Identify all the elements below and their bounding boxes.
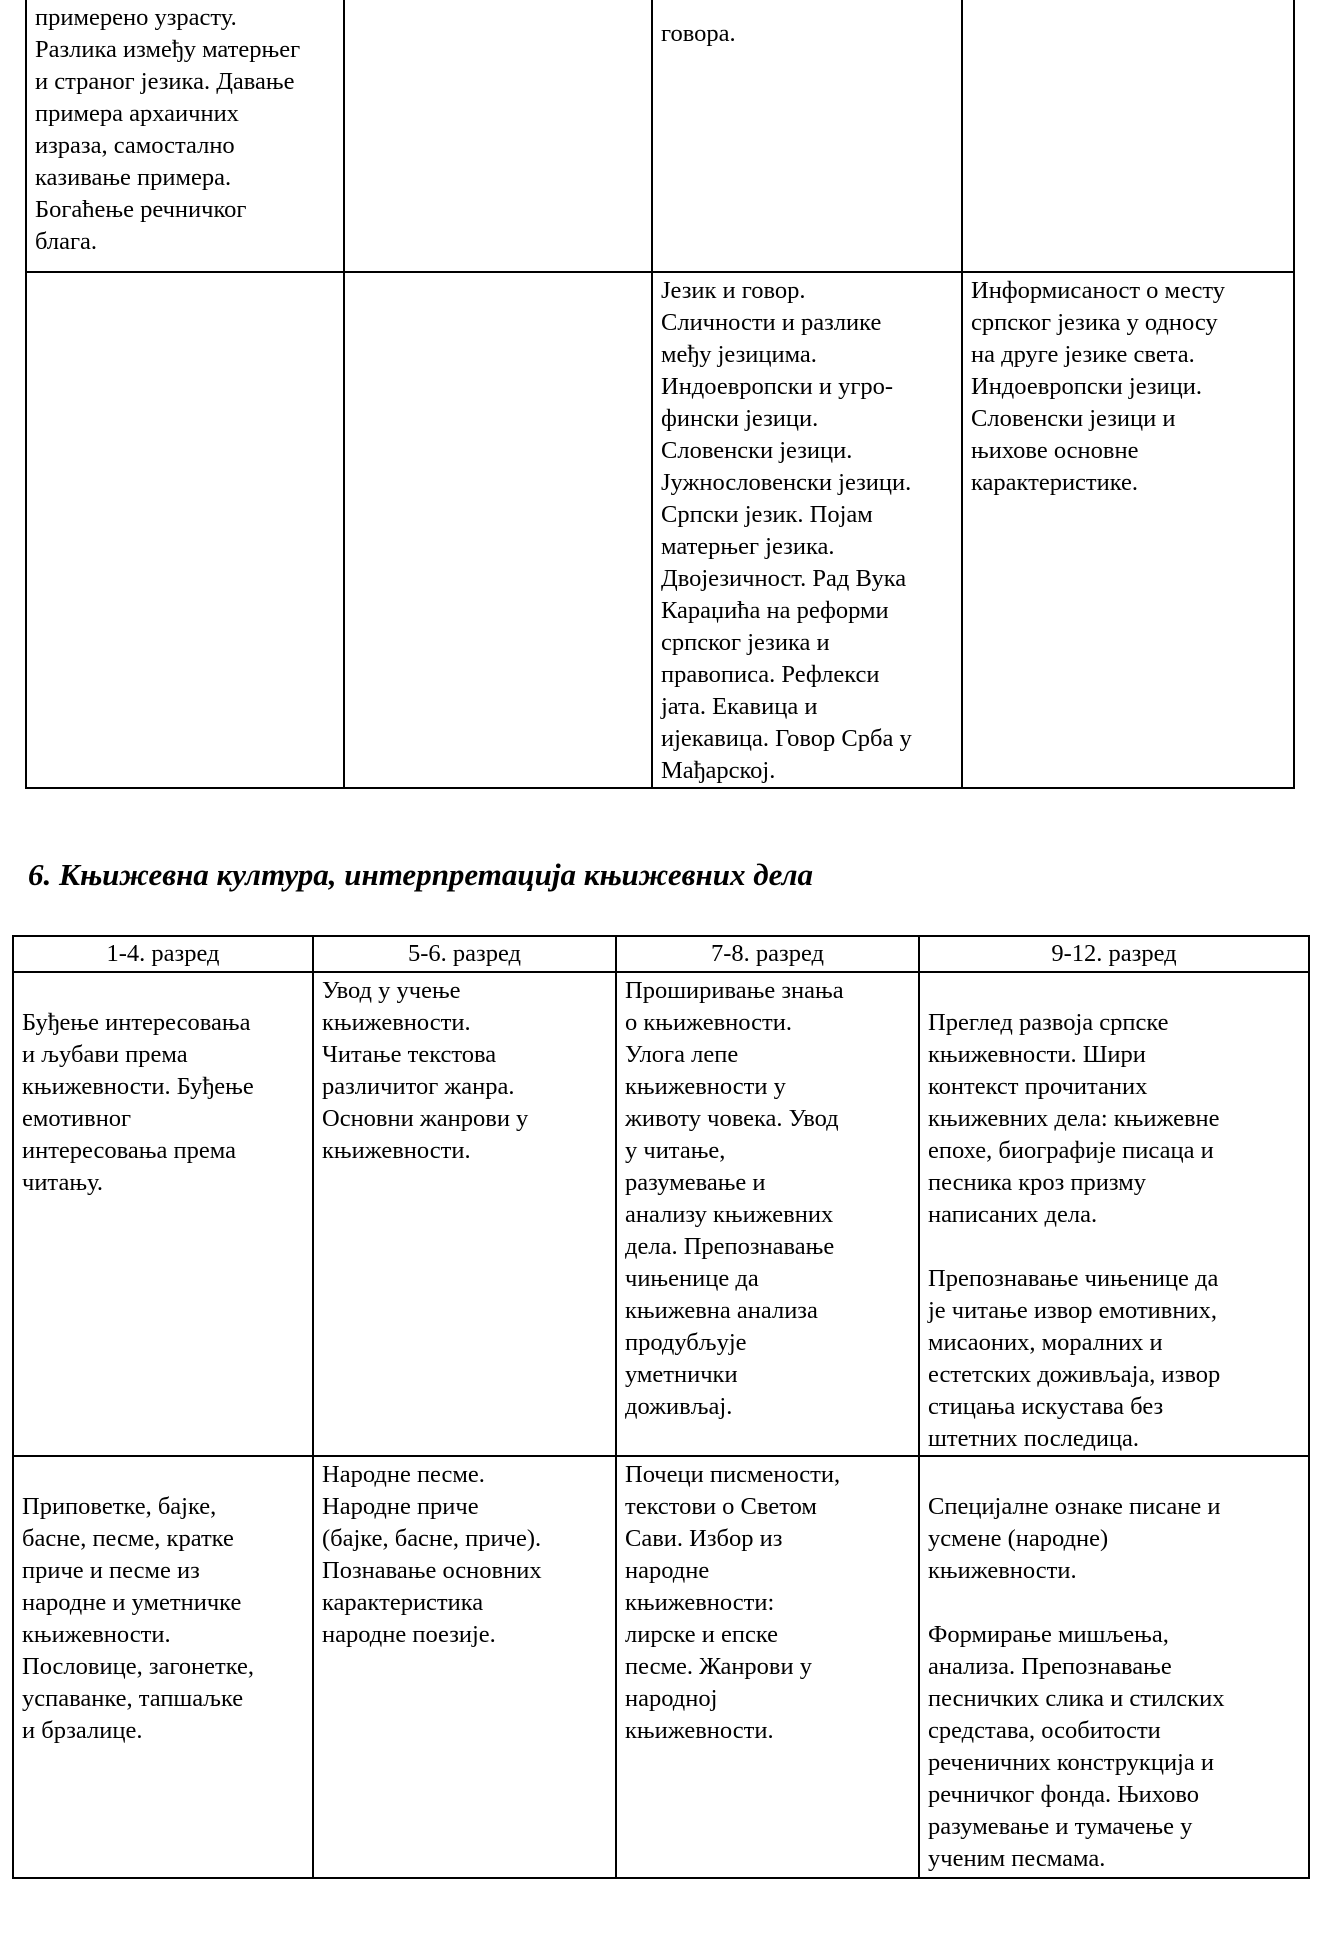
table-cell bbox=[652, 0, 962, 272]
table-cell bbox=[919, 972, 1309, 1456]
table-cell bbox=[616, 1456, 919, 1878]
cell-text: Специјалне ознаке писане и усмене (народне) књижевности. Формирање мишљења, анализа. Препознавање песничких слика и стилских средстава, особитости реченичних конструкција и речничког фонда. Њихово разумевање и тумачење у ученим песмама. bbox=[928, 1493, 1225, 1872]
table-row bbox=[13, 1456, 1309, 1878]
cell-text: Приповетке, бајке, басне, песме, кратке приче и песме из народне и уметничке књижевности. Пословице, загонетке, успаванке, тапшаљке и брзалице. bbox=[22, 1493, 255, 1744]
table-header-row bbox=[13, 936, 1309, 972]
section-heading: 6. Књижевна култура, интерпретација књижевних дела bbox=[28, 857, 813, 892]
table-cell bbox=[652, 272, 962, 788]
header-cell bbox=[919, 936, 1309, 972]
column-header: 7-8. разред bbox=[711, 940, 824, 967]
cell-text: Буђење интересовања и љубави према књижевности. Буђење емотивног интересовања према читању. bbox=[22, 1009, 254, 1196]
cell-text: Информисаност о месту српског језика у односу на друге језике света. Индоевропски језици. Словенски језици и њихове основне карактеристике. bbox=[971, 277, 1226, 496]
table-cell bbox=[13, 972, 313, 1456]
cell-text: Преглед развоја српске књижевности. Шири контекст прочитаних књижевних дела: књижевне епохе, биографије писаца и песника кроз призму написаних дела. Препознавање чињенице да је читање извор емотивних, мисаоних, моралних и естетских доживљаја, извор стицања искустава без штетних последица. bbox=[928, 1009, 1221, 1452]
cell-text bbox=[963, 0, 1293, 2]
table-cell bbox=[13, 1456, 313, 1878]
header-cell bbox=[616, 936, 919, 972]
column-header: 9-12. разред bbox=[1051, 940, 1177, 967]
cell-text: Увод у учење књижевности. Читање текстова различитог жанра. Основни жанрови у књижевности. bbox=[322, 977, 529, 1164]
cell-text: примерено узрасту. Разлика између матерњег и страног језика. Давање примера архаичних израза, самостално казивање примера. Богаћење речничког блага. bbox=[35, 4, 301, 255]
header-cell bbox=[313, 936, 616, 972]
table-cell bbox=[313, 972, 616, 1456]
cell-text: говора. bbox=[661, 20, 736, 47]
literature-curriculum-table bbox=[12, 935, 1310, 1879]
table-cell bbox=[344, 272, 652, 788]
table-cell bbox=[616, 972, 919, 1456]
cell-text: Проширивање знања о књижевности. Улога лепе књижевности у животу човека. Увод у читање, разумевање и анализу књижевних дела. Препознавање чињенице да књижевна анализа продубљује уметнички доживљај. bbox=[625, 977, 844, 1420]
cell-text: Почеци писмености, текстови о Светом Сави. Избор из народне књижевности: лирске и епске песме. Жанрови у народној књижевности. bbox=[625, 1461, 841, 1744]
header-cell bbox=[13, 936, 313, 972]
curriculum-table-continued bbox=[25, 0, 1295, 789]
table-cell bbox=[26, 0, 344, 272]
table-row bbox=[13, 972, 1309, 1456]
table-cell bbox=[26, 272, 344, 788]
table-cell bbox=[313, 1456, 616, 1878]
table-cell bbox=[962, 272, 1294, 788]
column-header: 1-4. разред bbox=[106, 940, 220, 967]
column-header: 5-6. разред bbox=[408, 940, 521, 967]
cell-text bbox=[345, 273, 651, 275]
cell-text: Народне песме. Народне приче (бајке, басне, приче). Познавање основних карактеристика народне поезије. bbox=[322, 1461, 542, 1648]
table-row bbox=[26, 0, 1294, 272]
cell-text bbox=[27, 273, 343, 275]
table-cell bbox=[919, 1456, 1309, 1878]
table-cell bbox=[344, 0, 652, 272]
cell-text bbox=[345, 0, 651, 2]
table-row bbox=[26, 272, 1294, 788]
table-cell bbox=[962, 0, 1294, 272]
cell-text: Језик и говор. Сличности и разлике међу језицима. Индоевропски и угро- фински језици. Словенски језици. Јужнословенски језици. Српски језик. Појам матерњег језика. Двојезичност. Рад Вука Караџића на реформи српског језика и правописа. Рефлекси јата. Екавица и ијекавица. Говор Срба у Мађарској. bbox=[661, 277, 912, 784]
